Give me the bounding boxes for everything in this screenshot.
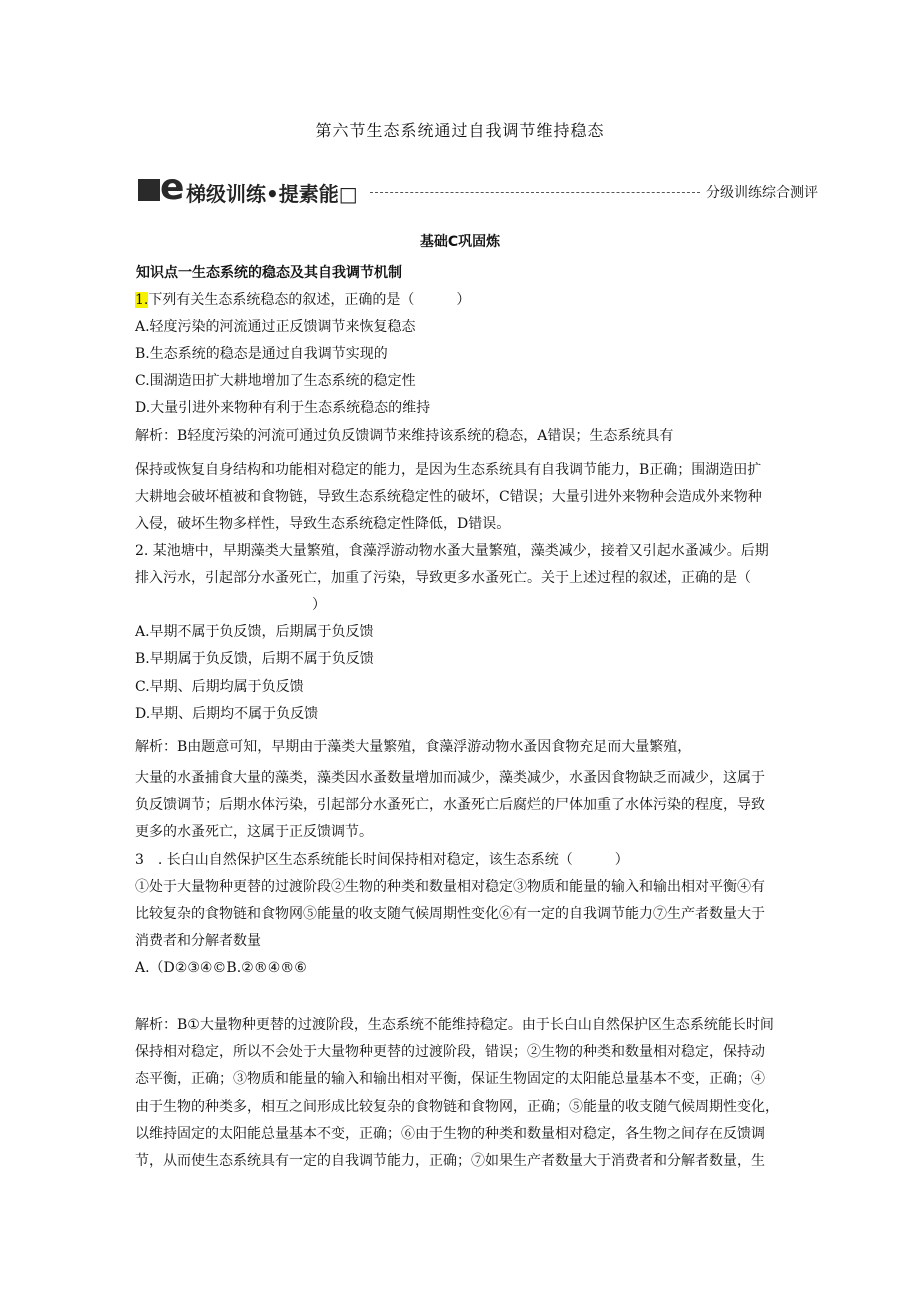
q3-stem-line: ①处于大量物种更替的过渡阶段②生物的种类和数量相对稳定③物质和能量的输入和输出相对平衡④有 (135, 879, 765, 895)
q2-stem-line: 排入污水，引起部分水蚤死亡，加重了污染，导致更多水蚤死亡。关于上述过程的叙述，正确的是（ (135, 570, 751, 586)
q2-option-a: A.早期不属于负反馈，后期属于负反馈 (135, 624, 374, 640)
q3-analysis-line: 由于生物的种类多，相互之间形成比较复杂的食物链和食物网，正确；⑤能量的收支随气候周期性变化， (135, 1099, 779, 1115)
banner-e-logo-icon: e (160, 167, 185, 208)
banner-subtitle: 分级训练综合测评 (706, 185, 818, 201)
q2-analysis-line: 大量的水蚤捕食大量的藻类，藻类因水蚤数量增加而减少，藻类减少，水蚤因食物缺乏而减少，这属于 (135, 770, 765, 786)
q2-analysis-line: 更多的水蚤死亡，这属于正反馈调节。 (135, 824, 373, 840)
q3-stem-line: 3 . 长白山自然保护区生态系统能长时间保持相对稳定，该生态系统（ ） (135, 852, 629, 868)
q1-option-d: D.大量引进外来物种有利于生态系统稳态的维持 (135, 400, 431, 416)
q3-analysis-line: 节，从而使生态系统具有一定的自我调节能力，正确；⑦如果生产者数量大于消费者和分解者数量，生 (135, 1153, 765, 1169)
q1-number-highlight: 1. (135, 292, 149, 308)
q1-analysis-line: 解析：B轻度污染的河流可通过负反馈调节来维持该系统的稳态，A错误；生态系统具有 (135, 428, 674, 444)
q1-analysis-line: 入侵，破坏生物多样性，导致生态系统稳定性降低，D错误。 (135, 516, 511, 532)
q3-analysis-line: 以维持固定的太阳能总量基本不变，正确；⑥由于生物的种类和数量相对稳定，各生物之间存在反馈调 (135, 1126, 765, 1142)
q1-analysis-line: 保持或恢复自身结构和功能相对稳定的能力，是因为生态系统具有自我调节能力，B正确；围湖造田扩 (135, 462, 762, 478)
banner-dashed-divider (370, 192, 700, 193)
q3-analysis-line: 保持相对稳定，所以不会处于大量物种更替的过渡阶段，错误；②生物的种类和数量相对稳定，保持动 (135, 1044, 765, 1060)
q3-stem-line: 比较复杂的食物链和食物网⑤能量的收支随气候周期性变化⑥有一定的自我调节能力⑦生产者数量大于 (135, 906, 765, 922)
q2-option-d: D.早期、后期均不属于负反馈 (135, 706, 319, 722)
banner-text: 梯级训练•提素能□ (186, 182, 358, 206)
q2-stem-line: ） (312, 597, 326, 613)
knowledge-point-heading: 知识点一生态系统的稳态及其自我调节机制 (136, 265, 402, 281)
page-title: 第六节生态系统通过自我调节维持稳态 (315, 121, 605, 140)
q2-analysis-line: 负反馈调节；后期水体污染，引起部分水蚤死亡，水蚤死亡后腐烂的尸体加重了水体污染的程度，导致 (135, 797, 765, 813)
q2-stem-line: 2. 某池塘中，早期藻类大量繁殖，食藻浮游动物水蚤大量繁殖，藻类减少，接着又引起水蚤减少。后期 (135, 543, 769, 559)
q3-analysis-line: 解析：B①大量物种更替的过渡阶段，生态系统不能维持稳定。由于长白山自然保护区生态系统能长时间 (135, 1017, 774, 1033)
q1-stem (135, 290, 470, 310)
q2-option-c: C.早期、后期均属于负反馈 (135, 679, 304, 695)
q1-stem-text: 下列有关生态系统稳态的叙述，正确的是（ ） (148, 292, 471, 308)
q1-option-b: B.生态系统的稳态是通过自我调节实现的 (135, 346, 388, 362)
section-heading: 基础C巩固炼 (419, 234, 501, 250)
q3-stem-line: 消费者和分解者数量 (135, 933, 261, 949)
q1-option-a: A.轻度污染的河流通过正反馈调节来恢复稳态 (135, 319, 416, 335)
q1-analysis-line: 大耕地会破坏植被和食物链，导致生态系统稳定性的破坏，C错误；大量引进外来物种会造成外来物种 (135, 489, 762, 505)
banner-square-icon (138, 179, 160, 201)
q3-options: A.（D②③④©B.②®④®⑥ (135, 960, 307, 976)
q2-option-b: B.早期属于负反馈，后期不属于负反馈 (135, 651, 374, 667)
q3-analysis-line: 态平衡，正确；③物质和能量的输入和输出相对平衡，保证生物固定的太阳能总量基本不变，正确；④ (135, 1071, 765, 1087)
q1-option-c: C.围湖造田扩大耕地增加了生态系统的稳定性 (135, 373, 416, 389)
section-banner (138, 167, 818, 208)
q2-analysis-line: 解析：B由题意可知，早期由于藻类大量繁殖，食藻浮游动物水蚤因食物充足而大量繁殖， (135, 739, 692, 755)
